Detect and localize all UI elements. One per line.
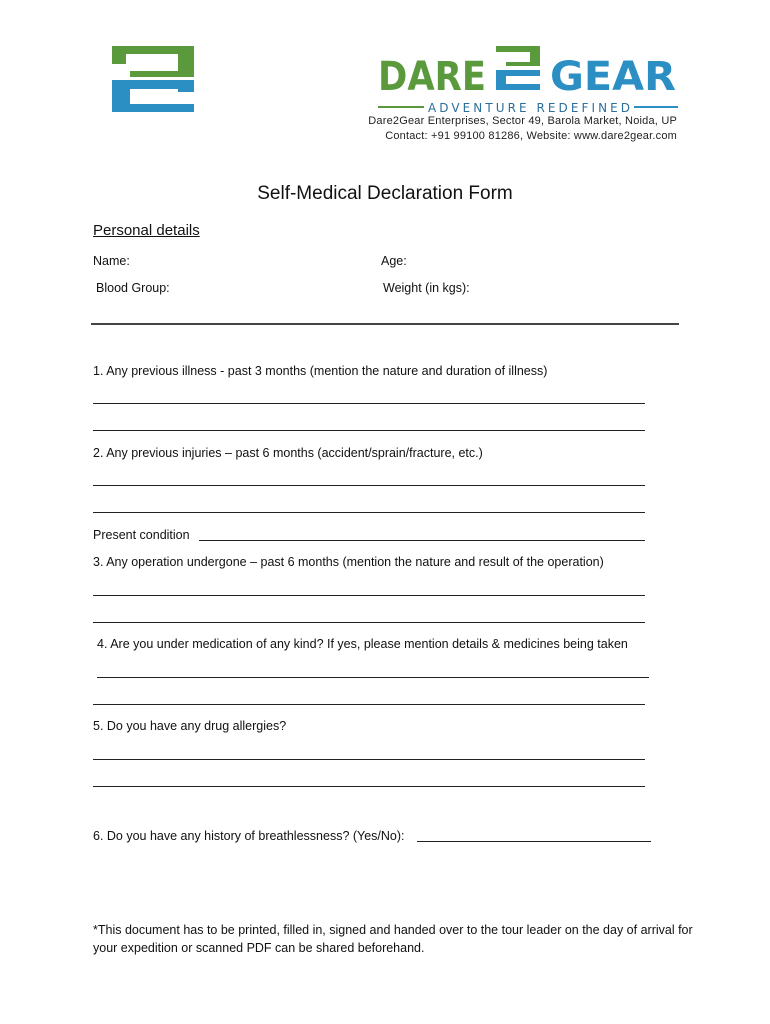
- personal-details-heading: Personal details: [93, 222, 200, 239]
- answer-line: [93, 403, 645, 404]
- answer-line: [93, 786, 645, 787]
- question-6: 6. Do you have any history of breathlessness? (Yes/No):: [93, 829, 405, 843]
- answer-line: [93, 622, 645, 623]
- answer-line: [93, 430, 645, 431]
- blood-group-field-label: Blood Group:: [96, 281, 170, 295]
- present-condition-label: Present condition: [93, 528, 190, 542]
- wordmark-2-icon: [496, 46, 540, 90]
- answer-line: [93, 595, 645, 596]
- brand-wordmark: [378, 44, 678, 114]
- answer-line: [93, 704, 645, 705]
- age-field-label: Age:: [381, 254, 407, 268]
- question-2: 2. Any previous injuries – past 6 months (accident/sprain/fracture, etc.): [93, 446, 483, 460]
- footer-note: *This document has to be printed, filled in, signed and handed over to the tour leader on the day of arrival for your expedition or scanned PDF can be shared beforehand.: [93, 923, 693, 955]
- answer-line: [93, 512, 645, 513]
- company-address: Dare2Gear Enterprises, Sector 49, Barola Market, Noida, UP: [368, 115, 677, 127]
- question-3: 3. Any operation undergone – past 6 months (mention the nature and result of the operation): [93, 555, 604, 569]
- wordmark-dare: DARE: [378, 54, 486, 100]
- question-5: 5. Do you have any drug allergies?: [93, 719, 287, 733]
- dare2gear-logo-icon: [112, 46, 194, 112]
- answer-line: [93, 485, 645, 486]
- present-condition-line: [199, 540, 645, 541]
- section-divider: [91, 323, 679, 325]
- tagline: ADVENTURE REDEFINED: [428, 101, 630, 114]
- weight-field-label: Weight (in kgs):: [383, 281, 470, 295]
- answer-line: [97, 677, 649, 678]
- form-title: Self-Medical Declaration Form: [257, 183, 513, 204]
- wordmark-gear: GEAR: [550, 54, 676, 100]
- company-contact: Contact: +91 99100 81286, Website: www.dare2gear.com: [385, 130, 677, 142]
- question-4: 4. Are you under medication of any kind? If yes, please mention details & medicines being taken: [97, 637, 628, 651]
- name-field-label: Name:: [93, 254, 130, 268]
- breathlessness-answer-line: [417, 841, 651, 842]
- question-1: 1. Any previous illness - past 3 months (mention the nature and duration of illness): [93, 364, 548, 378]
- answer-line: [93, 759, 645, 760]
